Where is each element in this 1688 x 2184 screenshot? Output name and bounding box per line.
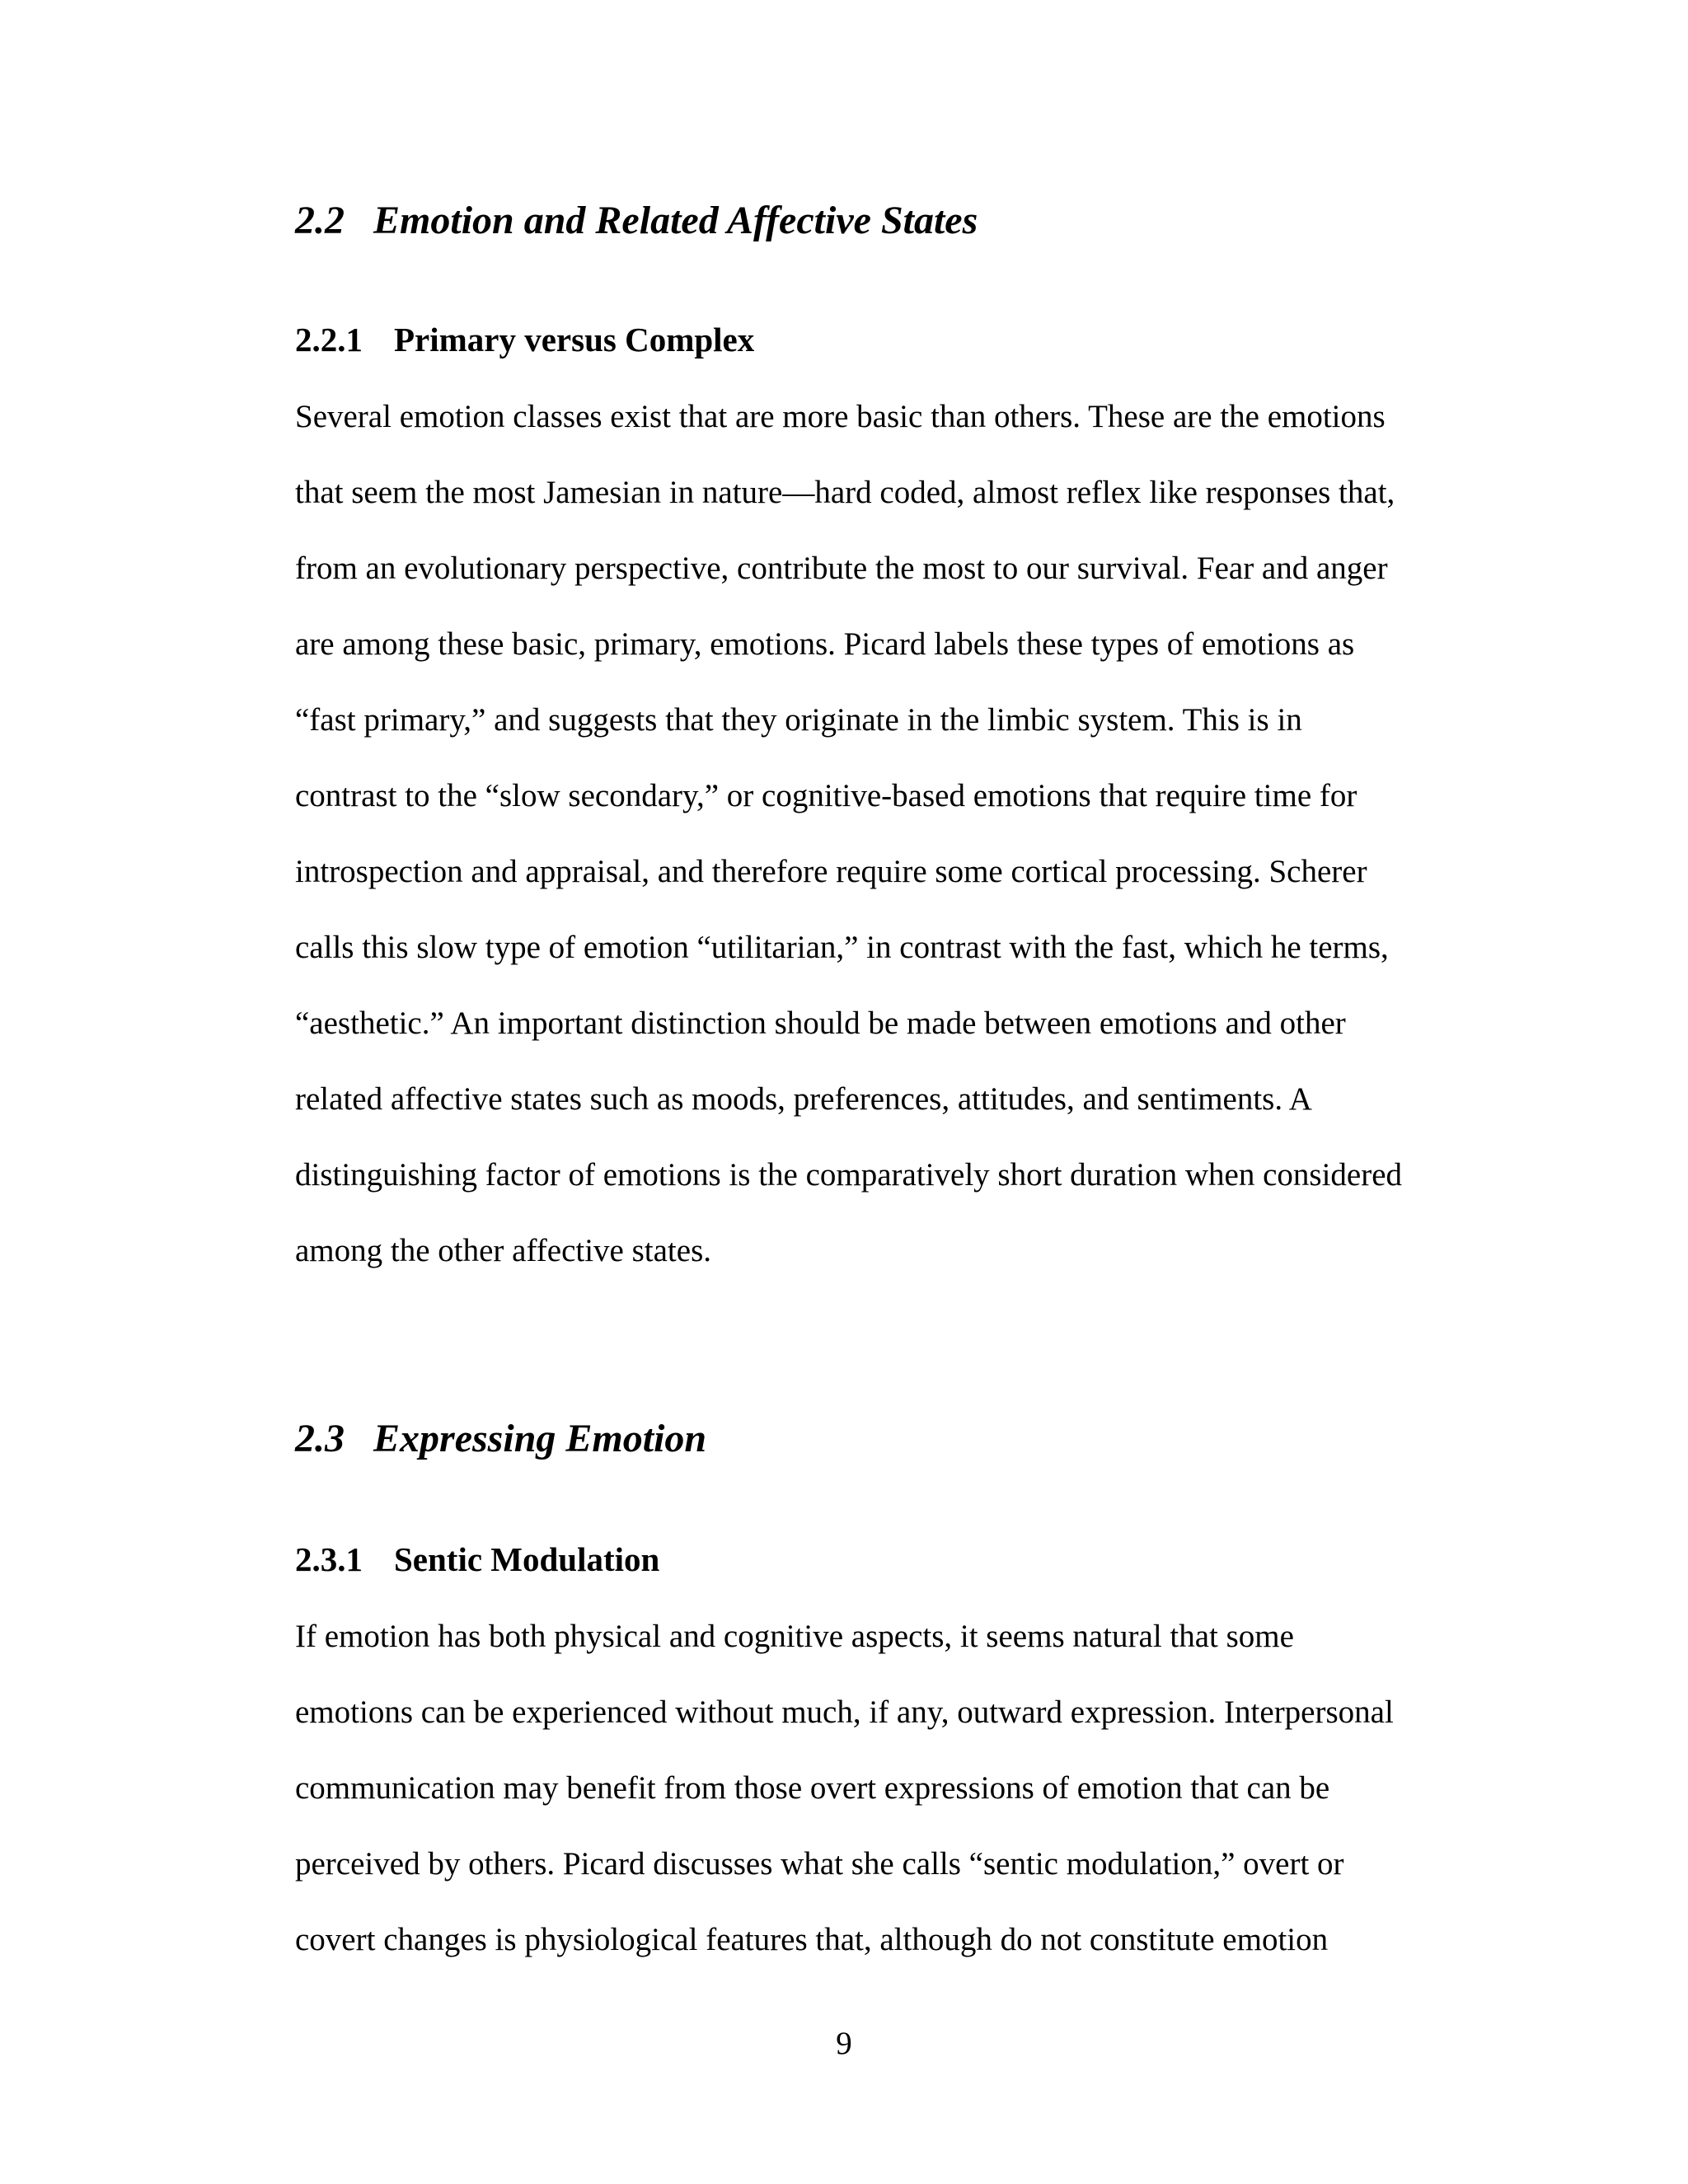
text-line: are among these basic, primary, emotions. Picard labels these types of emotions as	[295, 626, 1355, 662]
text-line: emotions can be experienced without much, if any, outward expression. Interpersonal	[295, 1694, 1394, 1730]
subsection-title: Sentic Modulation	[394, 1540, 660, 1578]
subsection-number: 2.2.1	[295, 321, 363, 359]
section-title: Expressing Emotion	[373, 1417, 707, 1460]
text-line: among the other affective states.	[295, 1233, 712, 1268]
page-number: 9	[836, 2026, 852, 2061]
text-line: “fast primary,” and suggests that they originate in the limbic system. This is in	[295, 702, 1302, 738]
text-line: related affective states such as moods, preferences, attitudes, and sentiments. A	[295, 1081, 1312, 1117]
paragraph-sentic-modulation	[295, 1599, 1394, 1978]
section-heading-2-3	[295, 1419, 706, 1459]
section-heading-2-2	[295, 201, 978, 241]
text-line: communication may benefit from those overt expressions of emotion that can be	[295, 1770, 1330, 1806]
section-number: 2.3	[295, 1417, 345, 1460]
text-line: “aesthetic.” An important distinction should be made between emotions and other	[295, 1005, 1346, 1041]
text-line: distinguishing factor of emotions is the comparatively short duration when considered	[295, 1157, 1403, 1193]
subsection-heading-2-2-1	[295, 323, 754, 357]
subsection-title: Primary versus Complex	[394, 321, 755, 359]
subsection-heading-2-3-1	[295, 1540, 660, 1578]
paragraph-primary-versus-complex	[295, 379, 1402, 1289]
text-line: Several emotion classes exist that are more basic than others. These are the emotions	[295, 399, 1386, 434]
text-line: contrast to the “slow secondary,” or cognitive-based emotions that require time for	[295, 778, 1357, 813]
text-line: from an evolutionary perspective, contribute the most to our survival. Fear and anger	[295, 551, 1388, 586]
text-line: perceived by others. Picard discusses what she calls “sentic modulation,” overt or	[295, 1846, 1344, 1882]
text-line: introspection and appraisal, and therefore require some cortical processing. Scherer	[295, 854, 1367, 889]
text-line: covert changes is physiological features that, although do not constitute emotion	[295, 1922, 1329, 1957]
section-number: 2.2	[295, 199, 345, 242]
text-line: If emotion has both physical and cognitive aspects, it seems natural that some	[295, 1619, 1294, 1654]
text-line: that seem the most Jamesian in nature—hard coded, almost reflex like responses that,	[295, 475, 1395, 510]
subsection-number: 2.3.1	[295, 1540, 363, 1578]
section-title: Emotion and Related Affective States	[373, 199, 978, 242]
text-line: calls this slow type of emotion “utilitarian,” in contrast with the fast, which he terms,	[295, 930, 1389, 965]
